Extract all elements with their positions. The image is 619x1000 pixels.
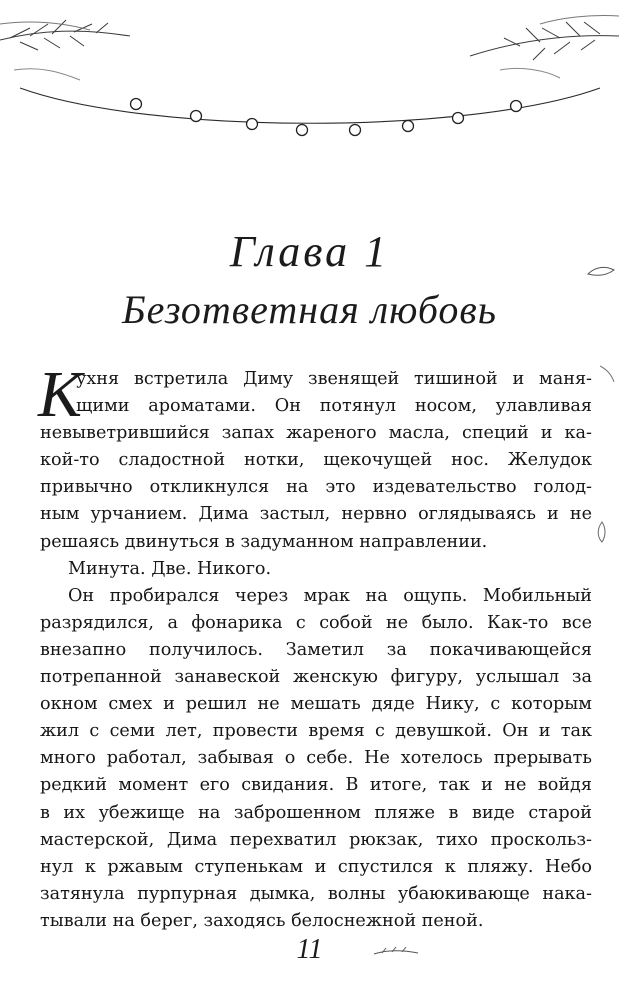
text-line: невыветрившийся запах жареного масла, специй и ка-: [40, 423, 592, 444]
text-line: окном смех и решил не мешать дяде Нику, с которым: [40, 694, 592, 715]
right-branch-leaves: [504, 22, 600, 60]
text-line: мастерской, Дима перехватил рюкзак, тихо проскольз-: [40, 829, 592, 850]
text-line: жил с семи лет, провести время с девушкой. Он и так: [40, 721, 592, 742]
leaf-icon: [592, 520, 612, 544]
bulb: [247, 119, 258, 130]
bulb: [191, 111, 202, 122]
body-text: [38, 358, 592, 935]
text-line: разрядился, а фонарика с собой не было. Как-то все: [40, 612, 592, 633]
text-line: Минута. Две. Никого.: [68, 558, 272, 579]
text-line: щими ароматами. Он потянул носом, улавливая: [76, 396, 592, 417]
garland-decoration: [0, 0, 619, 170]
chapter-number: Глава 1: [229, 227, 390, 276]
text-line: редкий момент его свидания. В итоге, так и не войдя: [40, 775, 592, 796]
text-line: кой-то сладостной нотки, щекочущей нос. Желудок: [40, 450, 592, 471]
page-number: 11: [296, 934, 323, 965]
text-line: решаясь двинуться в задуманном направлении.: [40, 531, 488, 552]
bulb: [511, 101, 522, 112]
bulb: [453, 113, 464, 124]
bulb: [131, 99, 142, 110]
garland-bulbs: [131, 99, 522, 136]
left-branch-stem: [0, 31, 130, 40]
bulb: [297, 125, 308, 136]
text-line: много работал, забывая о себе. Не хотелось прерывать: [40, 748, 592, 769]
bulb: [403, 121, 414, 132]
text-line: Он пробирался через мрак на ощупь. Мобильный: [68, 585, 592, 606]
drop-cap: К: [38, 358, 82, 431]
text-line: внезапно получилось. Заметил за покачивающейся: [40, 639, 592, 660]
text-line: тывали на берег, заходясь белоснежной пеной.: [40, 910, 484, 931]
text-line: затянула пурпурная дымка, волны убаюкивающе нака-: [40, 883, 592, 904]
text-line: ухня встретила Диму звенящей тишиной и маня-: [76, 369, 592, 389]
text-line: нул к ржавым ступенькам и спустился к пляжу. Небо: [40, 856, 592, 877]
right-branch-stem: [470, 36, 619, 56]
text-line: потрепанной занавеской женскую фигуру, услышал за: [40, 667, 592, 688]
leaf-icon: [596, 362, 618, 386]
text-line: в их убежище на заброшенном пляже в виде старой: [40, 802, 592, 823]
text-line: привычно откликнулся на это издевательство голод-: [40, 477, 592, 498]
text-line: ным урчанием. Дима застыл, нервно оглядываясь и не: [40, 504, 592, 525]
chapter-title: Безответная любовь: [122, 287, 497, 332]
bulb: [350, 125, 361, 136]
